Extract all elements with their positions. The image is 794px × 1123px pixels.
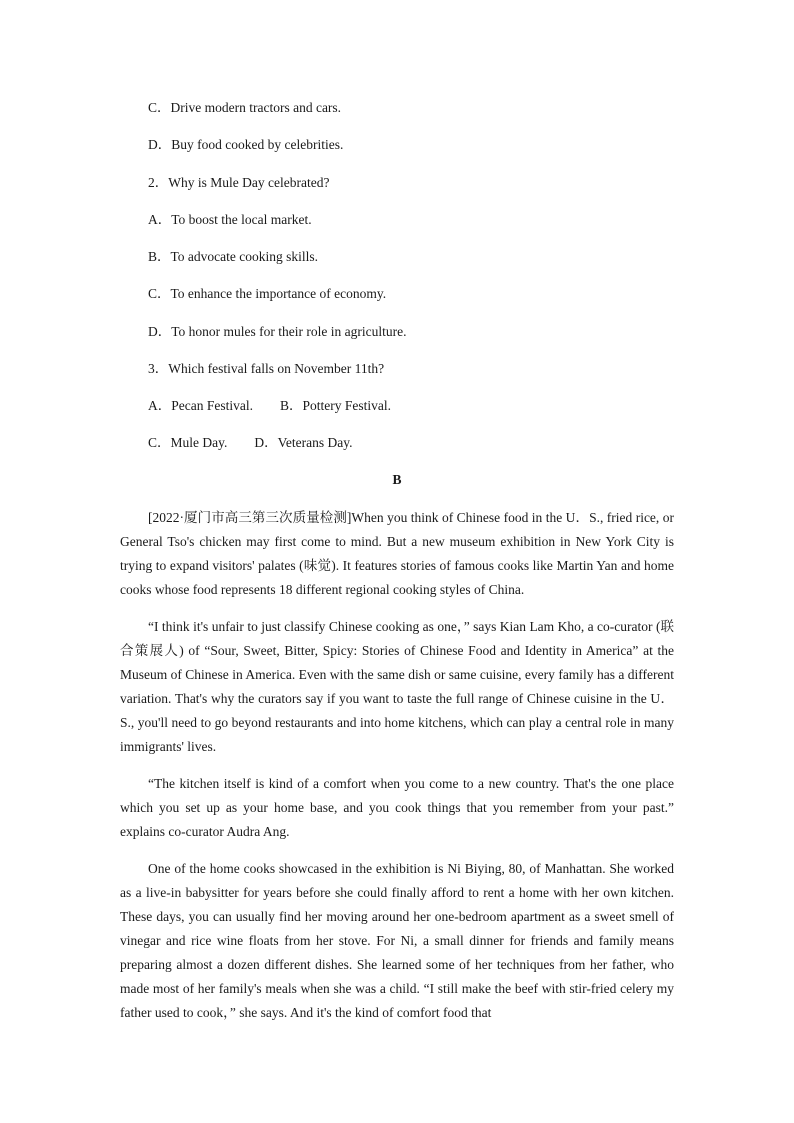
q2-stem: 2．Why is Mule Day celebrated? <box>148 175 330 190</box>
q2-option-b: B．To advocate cooking skills. <box>148 249 319 264</box>
passage-paragraph-3: “The kitchen itself is kind of a comfort when you come to a new country. That's the one place which you set up as your home base, and you cook things that you remember from your past.” explains co-curator Audra Ang. <box>120 776 674 839</box>
q3-stem: 3．Which festival falls on November 11th? <box>148 361 385 376</box>
q1-option-d: D．Buy food cooked by celebrities. <box>148 137 344 152</box>
q2-option-a: A．To boost the local market. <box>148 212 312 227</box>
q2-option-d: D．To honor mules for their role in agriculture. <box>148 324 407 339</box>
passage-paragraph-4: One of the home cooks showcased in the exhibition is Ni Biying, 80, of Manhattan. She worked as a live-in babysitter for years before she could finally afford to rent a home with her own kitchen. These days, you can usually find her moving around her one-bedroom apartment as a sweet smell of vinegar and rice wine floats from her stove. For Ni, a small dinner for friends and family means preparing almost a dozen different dishes. She learned some of her techniques from her father, who made most of her family's meals when she was a child. “I still make the beef with stir-fried celery my father used to cook，” she says. And it's the kind of comfort food that <box>120 861 674 1020</box>
q2-option-c: C．To enhance the importance of economy. <box>148 286 387 301</box>
passage-paragraph-2: “I think it's unfair to just classify Chinese cooking as one，” says Kian Lam Kho, a co-curator (联合策展人) of “Sour, Sweet, Bitter, Spicy: Stories of Chinese Food and Identity in America” at the Museum of Chinese in America. Even with the same dish or same cuisine, every family has a different variation. That's why the curators say if you want to taste the full range of Chinese cuisine in the U．S., you'll need to go beyond restaurants and into home kitchens, which can play a central role in many immigrants' lives. <box>120 619 674 754</box>
q3-options-ab: A．Pecan Festival. B．Pottery Festival. <box>148 398 391 413</box>
passage-paragraph-1: [2022·厦门市高三第三次质量检测]When you think of Chinese food in the U．S., fried rice, or General Tso's chicken may first come to mind. But a new museum exhibition in New York City is trying to expand visitors' palates (味觉). It features stories of famous cooks like Martin Yan and home cooks whose food represents 18 different regional cooking styles of China. <box>120 510 674 597</box>
q3-options-cd: C．Mule Day. D．Veterans Day. <box>148 435 353 450</box>
q1-option-c: C．Drive modern tractors and cars. <box>148 100 342 115</box>
section-heading: B <box>392 472 402 487</box>
